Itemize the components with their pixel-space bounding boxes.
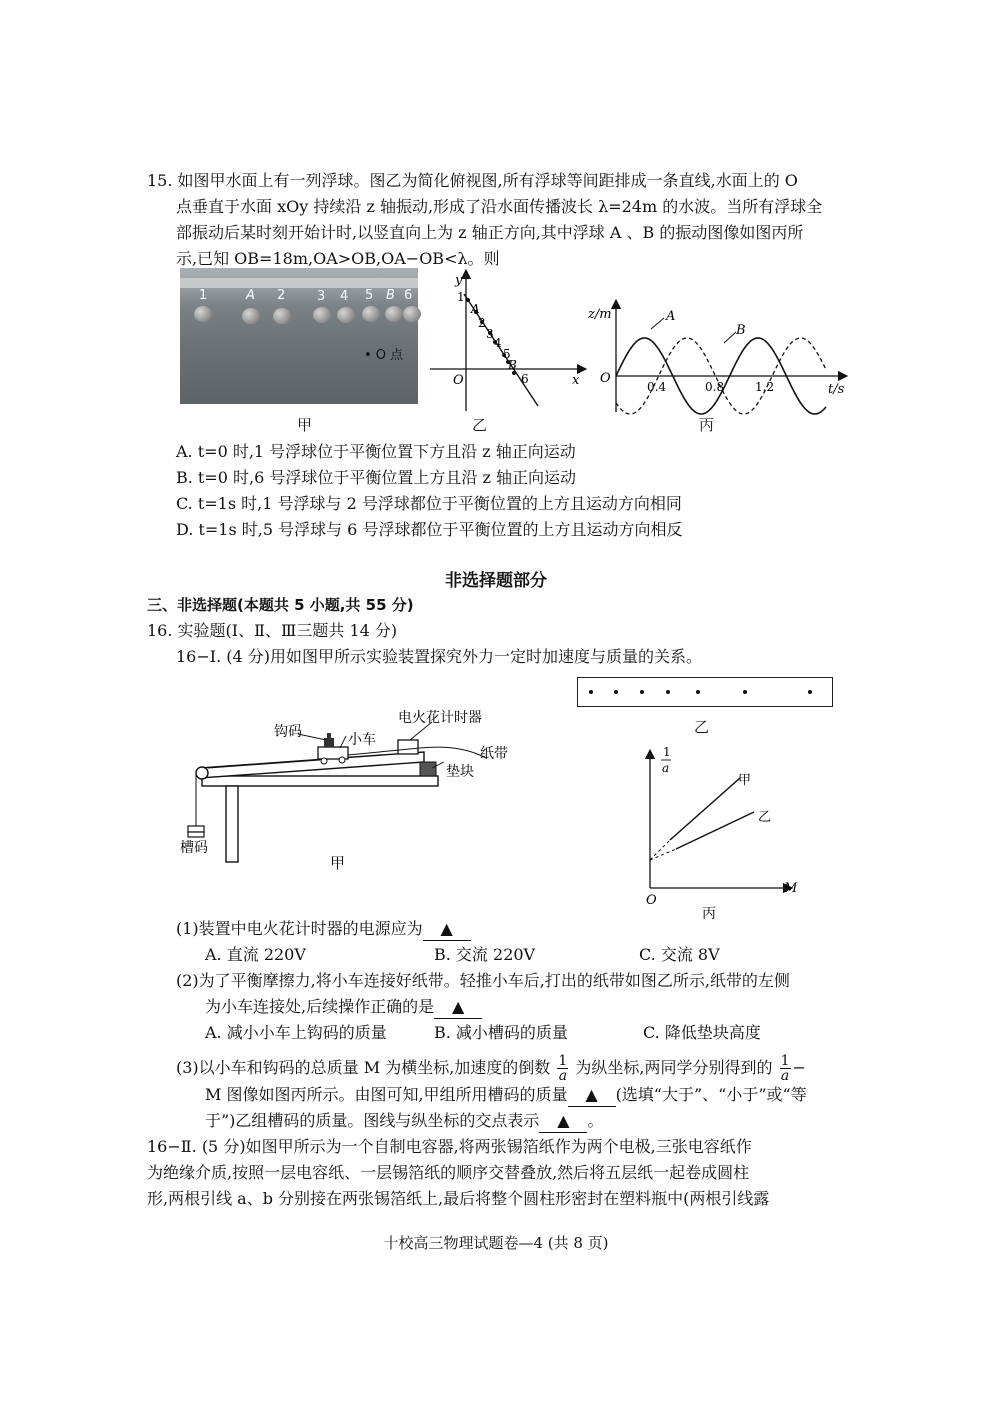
q16-part2-line3: 形,两根引线 a、b 分别接在两张锡箔纸上,最后将整个圆柱形密封在塑料瓶中(两根引线露 bbox=[147, 1189, 770, 1208]
q16-sub3-line2 bbox=[205, 1084, 807, 1107]
photo-label-1: 1 bbox=[199, 288, 208, 303]
photo-label-a: A bbox=[246, 288, 255, 303]
buoy-6 bbox=[403, 306, 421, 322]
q15-option-a: A. t=0 时,1 号浮球位于平衡位置下方且沿 z 轴正向运动 bbox=[176, 442, 576, 461]
tape-dot bbox=[589, 690, 593, 694]
yi-label-2: 2 bbox=[478, 316, 486, 330]
bing-series-b-label: B bbox=[736, 323, 746, 338]
line-yi bbox=[676, 812, 754, 849]
q16-sub3-text-d: (选填“大于”、“小于”或“等 bbox=[615, 1085, 807, 1104]
caption-jia: 甲 bbox=[297, 416, 313, 434]
yi-label-1: 1 bbox=[457, 290, 465, 304]
q16-sub1 bbox=[176, 918, 471, 941]
a-leader bbox=[651, 318, 664, 329]
q15-line-3: 部振动后某时刻开始计时,以竖直向上为 z 轴正方向,其中浮球 A 、B 的振动图像如图丙所 bbox=[176, 223, 804, 242]
line-jia bbox=[670, 778, 740, 840]
fraction-den: a bbox=[558, 1068, 568, 1084]
bing-x-label: t/s bbox=[828, 382, 845, 397]
answer-blank-4[interactable] bbox=[539, 1110, 587, 1133]
spark-timer bbox=[398, 740, 418, 754]
q16-sub2-option-b: B. 减小槽码的质量 bbox=[434, 1023, 568, 1042]
blank-mark: ▲ bbox=[440, 919, 453, 938]
q15-line-1: 15. 如图甲水面上有一列浮球。图乙为简化俯视图,所有浮球等间距排成一条直线,水面上的 O bbox=[147, 171, 798, 190]
buoy-5 bbox=[362, 306, 380, 322]
q15-option-c: C. t=1s 时,1 号浮球与 2 号浮球都位于平衡位置的上方且运动方向相同 bbox=[176, 494, 682, 513]
buoy-3 bbox=[313, 307, 331, 323]
yi-label-b: B bbox=[508, 358, 517, 372]
inline-fraction bbox=[557, 1054, 568, 1083]
hook-weight-top bbox=[327, 733, 331, 738]
fig-bing-graph bbox=[588, 296, 850, 416]
bing-origin: O bbox=[600, 371, 611, 386]
graph-label-yi: 乙 bbox=[758, 810, 772, 825]
photo-label-5: 5 bbox=[365, 288, 374, 303]
buoy-2 bbox=[273, 308, 291, 324]
tape-dot bbox=[614, 690, 618, 694]
bing-tick-12: 1.2 bbox=[755, 380, 775, 394]
slot-weight-2 bbox=[188, 832, 204, 837]
q15-option-d: D. t=1s 时,5 号浮球与 6 号浮球都位于平衡位置的上方且运动方向相反 bbox=[176, 520, 683, 539]
blank-mark: ▲ bbox=[557, 1111, 570, 1130]
page-footer: 十校高三物理试题卷—4 (共 8 页) bbox=[383, 1234, 609, 1252]
q16-sub2-option-c: C. 降低垫块高度 bbox=[643, 1023, 761, 1042]
q16-sub3-line3 bbox=[205, 1110, 603, 1133]
q16-sub1-option-b: B. 交流 220V bbox=[434, 945, 536, 964]
photo-label-3: 3 bbox=[317, 289, 326, 304]
photo-o-point: • O 点 bbox=[364, 348, 404, 363]
tape-dot bbox=[808, 690, 812, 694]
buoy-b bbox=[385, 306, 403, 322]
tape-dot bbox=[696, 690, 700, 694]
blank-mark: ▲ bbox=[451, 997, 465, 1016]
bing-tick-04: 0.4 bbox=[647, 380, 667, 394]
yi-label-4: 4 bbox=[494, 336, 502, 350]
paper-tape bbox=[577, 677, 833, 707]
label-tape: 纸带 bbox=[480, 746, 508, 762]
yi-label-5: 5 bbox=[503, 347, 511, 361]
q16-header: 16. 实验题(Ⅰ、Ⅱ、Ⅲ三题共 14 分) bbox=[147, 621, 398, 640]
label-timer: 电火花计时器 bbox=[398, 710, 482, 726]
q16-part2-line2: 为绝缘介质,按照一层电容纸、一层锡箔纸的顺序交替叠放,然后将五层纸一起卷成圆柱 bbox=[147, 1163, 750, 1182]
jia-extrapolation bbox=[650, 840, 670, 860]
inline-fraction bbox=[780, 1054, 791, 1083]
buoy-a bbox=[242, 308, 260, 324]
yi-extrapolation bbox=[650, 849, 676, 860]
inverse-a-vs-m-graph bbox=[636, 742, 806, 922]
q16-sub2-text: 为小车连接处,后续操作正确的是 bbox=[205, 997, 435, 1016]
answer-blank-3[interactable] bbox=[568, 1084, 616, 1107]
caption-yi: 乙 bbox=[472, 416, 488, 434]
label-slot-weight: 槽码 bbox=[180, 840, 208, 856]
q16-sub3-dash: − bbox=[792, 1058, 806, 1077]
pulley bbox=[196, 767, 208, 779]
buoy-photo bbox=[180, 268, 418, 404]
tape-caption: 乙 bbox=[694, 718, 710, 736]
cart-wheel bbox=[321, 758, 327, 764]
yi-label-3: 3 bbox=[486, 327, 494, 341]
q15-line-2: 点垂直于水面 xOy 持续沿 z 轴振动,形成了沿水面传播波长 λ=24m 的水波。当所有浮球全 bbox=[176, 197, 823, 216]
label-hook-weight: 钩码 bbox=[274, 724, 302, 740]
section-title: 非选择题部分 bbox=[445, 571, 547, 591]
leader bbox=[340, 736, 346, 748]
yi-point-1 bbox=[466, 298, 470, 302]
buoy-1 bbox=[194, 306, 212, 322]
q15-line-4: 示,已知 OB=18m,OA>OB,OA−OB<λ。则 bbox=[176, 249, 500, 268]
shoreline bbox=[180, 278, 418, 288]
tape-dot bbox=[743, 690, 747, 694]
graph-label-jia: 甲 bbox=[738, 773, 752, 788]
q16-sub3-line1 bbox=[176, 1054, 806, 1083]
tape-dot bbox=[666, 690, 670, 694]
fig-yi-diagram bbox=[420, 266, 590, 416]
bing-y-label: z/m bbox=[588, 307, 612, 322]
photo-label-2: 2 bbox=[277, 288, 286, 303]
leader bbox=[298, 734, 326, 740]
graph-y-num: 1 bbox=[663, 745, 671, 759]
yi-x-label: x bbox=[572, 373, 580, 388]
q15-option-b: B. t=0 时,6 号浮球位于平衡位置上方且沿 z 轴正向运动 bbox=[176, 468, 576, 487]
yi-y-label: y bbox=[455, 273, 463, 288]
fraction-den: a bbox=[780, 1068, 790, 1084]
yi-label-a: A bbox=[471, 302, 480, 316]
q16-part2-line1: 16−Ⅱ. (5 分)如图甲所示为一个自制电容器,将两张锡箔纸作为两个电极,三张电容纸作 bbox=[147, 1137, 752, 1156]
blank-mark: ▲ bbox=[585, 1085, 598, 1104]
yi-label-6: 6 bbox=[521, 372, 529, 386]
q16-sub2-option-a: A. 减小小车上钩码的质量 bbox=[205, 1023, 387, 1042]
q16-sub1-text: (1)装置中电火花计时器的电源应为 bbox=[176, 919, 423, 938]
label-cart: 小车 bbox=[348, 732, 376, 748]
yi-origin: O bbox=[453, 373, 464, 388]
q16-sub3-text-c: M 图像如图丙所示。由图可知,甲组所用槽码的质量 bbox=[205, 1085, 568, 1104]
bing-series-a-label: A bbox=[666, 309, 676, 324]
slot-weight bbox=[188, 826, 204, 832]
caption-bing: 丙 bbox=[699, 416, 715, 434]
fraction-num: 1 bbox=[558, 1053, 568, 1069]
graph-origin: O bbox=[646, 893, 657, 908]
photo-label-4: 4 bbox=[340, 289, 349, 304]
photo-label-b: B bbox=[386, 288, 395, 303]
cart-wheel bbox=[339, 757, 345, 763]
graph-caption: 丙 bbox=[702, 906, 716, 922]
q16-sub3-text-e: 于”)乙组槽码的质量。图线与纵坐标的交点表示 bbox=[205, 1111, 540, 1130]
wedge-block bbox=[420, 762, 436, 776]
table-leg bbox=[226, 786, 238, 862]
fraction-num: 1 bbox=[780, 1053, 790, 1069]
label-block: 垫块 bbox=[446, 764, 474, 780]
tape-dot bbox=[640, 690, 644, 694]
b-leader bbox=[724, 332, 736, 343]
q16-part1-intro: 16−Ⅰ. (4 分)用如图甲所示实验装置探究外力一定时加速度与质量的关系。 bbox=[176, 647, 703, 666]
q16-sub3-text-a: (3)以小车和钩码的总质量 M 为横坐标,加速度的倒数 bbox=[176, 1058, 551, 1077]
apparatus-diagram bbox=[170, 700, 520, 875]
inclined-board bbox=[200, 752, 424, 778]
hook-weight bbox=[324, 738, 334, 747]
apparatus-caption: 甲 bbox=[330, 854, 346, 872]
section-header: 三、非选择题(本题共 5 小题,共 55 分) bbox=[147, 596, 414, 614]
buoy-4 bbox=[337, 307, 355, 323]
bing-tick-08: 0.8 bbox=[705, 380, 725, 394]
graph-x-label: M bbox=[784, 881, 798, 896]
graph-y-den: a bbox=[662, 761, 670, 775]
q16-sub3-text-b: 为纵坐标,两同学分别得到的 bbox=[575, 1058, 773, 1077]
q16-sub3-text-f: 。 bbox=[587, 1111, 604, 1130]
answer-blank-1[interactable] bbox=[423, 918, 471, 941]
table-top bbox=[202, 776, 438, 786]
q16-sub1-option-c: C. 交流 8V bbox=[639, 945, 720, 964]
photo-label-6: 6 bbox=[404, 288, 413, 303]
q16-sub2-line2 bbox=[205, 996, 482, 1019]
answer-blank-2[interactable] bbox=[434, 996, 482, 1019]
q16-sub2-line1: (2)为了平衡摩擦力,将小车连接好纸带。轻推小车后,打出的纸带如图乙所示,纸带的左侧 bbox=[176, 971, 790, 990]
q16-sub1-option-a: A. 直流 220V bbox=[205, 945, 306, 964]
